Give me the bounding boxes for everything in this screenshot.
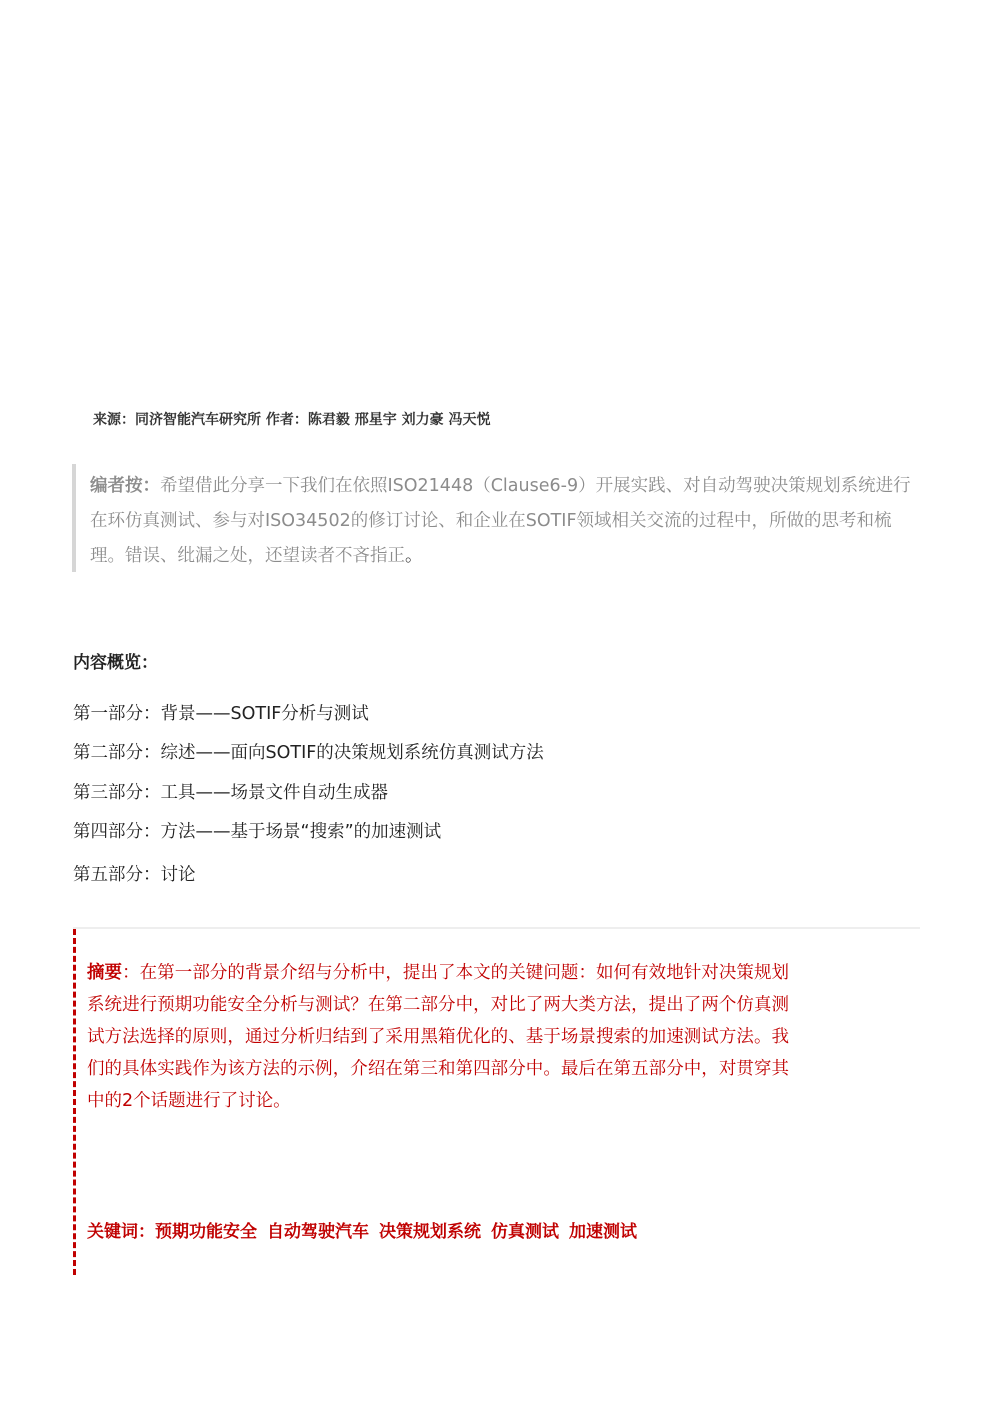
abstract-block (73, 929, 793, 1275)
editor-note-end: 。 (405, 546, 423, 566)
abstract-body: ：在第一部分的背景介绍与分析中，提出了本文的关键问题：如何有效地针对决策规划系统进行预期功能安全分析与测试？在第二部分中，对比了两大类方法，提出了两个仿真测试方法选择的原则，通过分析归结到了采用黑箱优化的、基于场景搜索的加速测试方法。我们的具体实践作为该方法的示例，介绍在第三和第四部分中。最后在第五部分中，对贯穿其中的2个话题进行了讨论。 (87, 963, 790, 1111)
keyword-item: 自动驾驶汽车 (267, 1222, 369, 1242)
keyword-item: 加速测试 (569, 1222, 637, 1242)
editor-note-body: 希望借此分享一下我们在依照ISO21448（Clause6-9）开展实践、对自动驾驶决策规划系统进行在环仿真测试、参与对ISO34502的修订讨论、和企业在SOTIF领域相关交流的过程中，所做的思考和梳理。错误、纰漏之处，还望读者不吝指正 (90, 476, 911, 566)
editor-note-text (90, 464, 920, 574)
editor-note-block (72, 464, 920, 572)
toc-item-part-4: 第四部分：方法——基于场景“搜索”的加速测试 (73, 822, 442, 842)
toc-item-part-3: 第三部分：工具——场景文件自动生成器 (73, 783, 388, 803)
overview-title: 内容概览： (73, 653, 158, 673)
keyword-item: 决策规划系统 (379, 1222, 481, 1242)
editor-note-label: 编者按： (90, 476, 160, 496)
source-credit: 来源：同济智能汽车研究所 作者：陈君毅 邢星宇 刘力豪 冯天悦 (93, 412, 491, 428)
keyword-item: 预期功能安全 (155, 1222, 257, 1242)
keyword-item: 仿真测试 (491, 1222, 559, 1242)
toc-item-part-1: 第一部分：背景——SOTIF分析与测试 (73, 704, 369, 724)
keywords-line (87, 1217, 647, 1242)
abstract-text (87, 957, 789, 1117)
toc-item-part-2: 第二部分：综述——面向SOTIF的决策规划系统仿真测试方法 (73, 743, 544, 763)
toc-item-part-5: 第五部分：讨论 (73, 865, 196, 885)
keywords-label: 关键词： (87, 1222, 155, 1242)
abstract-label: 摘要 (87, 963, 123, 983)
